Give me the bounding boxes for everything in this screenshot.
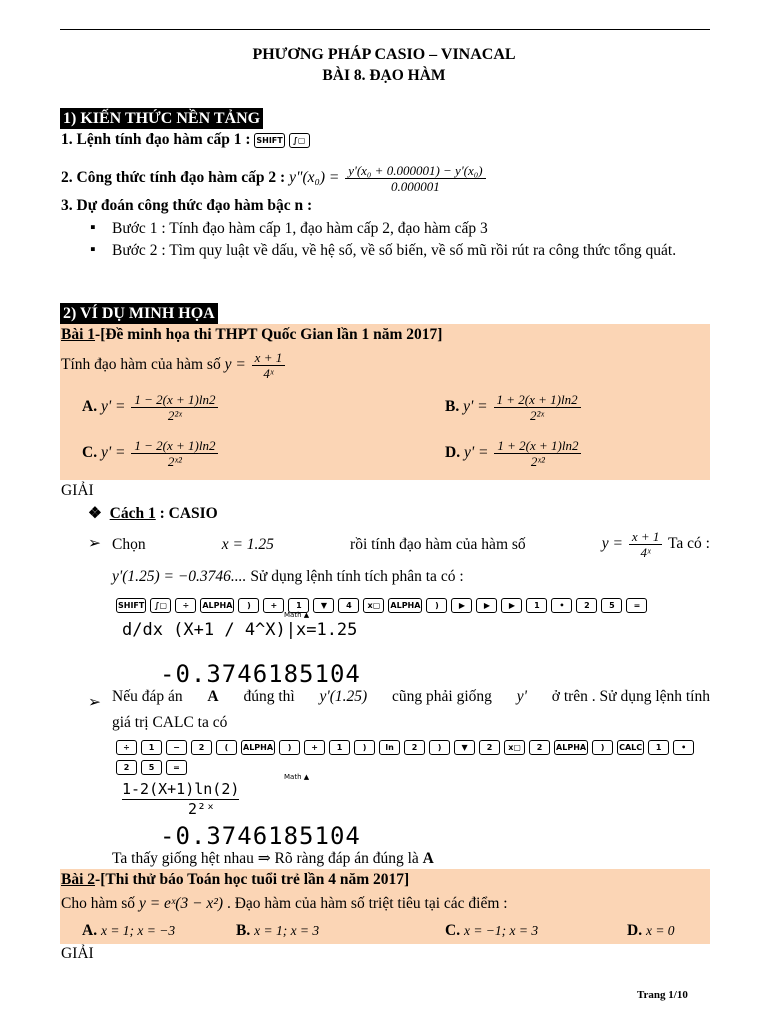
option-den: 2²ˣ [167, 408, 182, 423]
calculator-key-icon: ▶ [476, 598, 497, 613]
option-letter: B. [236, 922, 251, 939]
ex1-func-lhs: y = [224, 356, 246, 374]
calculator-key-icon: ) [354, 740, 375, 755]
calculator-key-icon: ln [379, 740, 400, 755]
calculator-key-icon: ÷ [175, 598, 196, 613]
calculator-key-icon: ÷ [116, 740, 137, 755]
screen1-expression: d/dx (X+1 / 4^X)|x=1.25 [122, 620, 358, 640]
ex2-question-a: Cho hàm số [61, 895, 136, 912]
item3-text: 3. Dự đoán công thức đạo hàm bậc n : [61, 197, 313, 214]
ex1-question-text: Tính đạo hàm của hàm số [61, 356, 221, 374]
item1-line [61, 131, 314, 149]
calculator-key-icon: 2 [576, 598, 597, 613]
calculator-key-icon: 2 [191, 740, 212, 755]
item2-numerator: y'(x₀ + 0.000001) − y'(x₀) [345, 163, 485, 179]
ex1-option-b [445, 392, 583, 423]
calculator-key-icon: = [166, 760, 187, 775]
giai-label-1: GIẢI [61, 482, 94, 499]
ex1-header [61, 326, 442, 344]
option-lhs: y' = [463, 398, 488, 416]
screen2-denominator: 2²ˣ [188, 800, 216, 818]
arrow-bullet-icon: ➢ [88, 694, 101, 711]
ex1-func-num: x + 1 [252, 350, 286, 366]
calculator-key-icon: 1 [141, 740, 162, 755]
calculator-key-icon: ▼ [454, 740, 475, 755]
ex1-source: -[Đề minh họa thi THPT Quốc Gian lần 1 năm 2017] [95, 326, 443, 343]
ex2-option-d [627, 922, 675, 940]
ex2-option-c [445, 922, 538, 940]
screen2-result: -0.3746185104 [160, 822, 361, 850]
item2-lhs: y"(x₀) = [289, 169, 340, 187]
calculator-key-icon: 1 [329, 740, 350, 755]
option-letter: D. [627, 922, 643, 939]
option-num: 1 − 2(x + 1)ln2 [131, 392, 218, 408]
keys-sequence-2 [116, 738, 698, 756]
calculator-key-icon: 2 [404, 740, 425, 755]
step2-f: y' [516, 688, 527, 705]
calculator-key-icon: x▢ [363, 598, 384, 613]
step2-line2: giá trị CALC ta có [112, 714, 228, 731]
ex1-func-den: 4ˣ [263, 366, 274, 381]
ex2-question [61, 895, 508, 913]
option-den: 2²ˣ [530, 408, 545, 423]
calculator-key-icon: 1 [526, 598, 547, 613]
calculator-key-icon: + [304, 740, 325, 755]
ex1-label: Bài 1 [61, 326, 96, 343]
item2-denominator: 0.000001 [391, 179, 440, 194]
calculator-key-icon: ) [279, 740, 300, 755]
method-rest: : CASIO [155, 505, 218, 522]
method-label: Cách 1 [109, 505, 156, 522]
option-fraction [494, 438, 581, 469]
conclusion-text: Ta thấy giống hệt nhau ⇒ Rõ ràng đáp án đúng là [112, 850, 419, 867]
option-letter: A. [82, 922, 98, 939]
bullet2-text: Bước 2 : Tìm quy luật về dấu, về hệ số, về số biến, về số mũ rồi rút ra công thức tổng quát. [112, 242, 677, 259]
calculator-key-icon: SHIFT [116, 598, 146, 613]
step1-value: y'(1.25) = −0.3746.... [112, 568, 247, 585]
screen1-result: -0.3746185104 [160, 660, 361, 688]
calculator-key-icon: ALPHA [241, 740, 275, 755]
calculator-key-icon: ▼ [313, 598, 334, 613]
calculator-key-icon: 2 [116, 760, 137, 775]
ex1-question [61, 350, 287, 381]
bullet-square-icon: ▪ [90, 219, 96, 236]
ex1-func-fraction [252, 350, 286, 381]
conclusion-line [112, 849, 434, 868]
ex2-source: -[Thi thử báo Toán học tuổi trẻ lần 4 năm 2017] [95, 871, 410, 888]
step1-line [112, 529, 710, 560]
calculator-key-icon: • [673, 740, 694, 755]
item2-fraction [345, 163, 485, 194]
doc-subtitle: BÀI 8. ĐẠO HÀM [322, 67, 446, 84]
keys-sequence-3 [116, 758, 191, 776]
arrow-bullet-icon: ➢ [88, 535, 101, 552]
option-letter: B. [445, 398, 460, 416]
calculator-key-icon: ▶ [451, 598, 472, 613]
item2-text: 2. Công thức tính đạo hàm cấp 2 : [61, 169, 286, 187]
step2-b: A [207, 688, 219, 705]
ex1-option-c [82, 438, 220, 469]
ex2-option-b [236, 922, 319, 940]
section2-heading: 2) VÍ DỤ MINH HỌA [60, 303, 218, 324]
top-rule [60, 29, 710, 30]
calculator-key-icon: = [626, 598, 647, 613]
option-lhs: y' = [100, 444, 126, 462]
calculator-key-icon: 1 [288, 598, 309, 613]
calculator-key-icon: ) [426, 598, 447, 613]
calculator-key-icon: ∫▢ [150, 598, 171, 613]
ex2-label: Bài 2 [61, 871, 96, 888]
ex2-option-a [82, 922, 175, 940]
option-letter: C. [82, 444, 98, 462]
step2-e: cũng phải giống [392, 688, 492, 705]
screen-mode-label: Math ▲ [284, 611, 310, 619]
option-num: 1 + 2(x + 1)ln2 [494, 438, 581, 454]
step1-func-num: x + 1 [629, 529, 663, 545]
option-lhs: y' = [463, 444, 489, 462]
calculator-key-icon: x▢ [504, 740, 525, 755]
calculator-key-icon: 1 [648, 740, 669, 755]
conclusion-answer: A [422, 850, 434, 867]
calculator-key-icon: ALPHA [200, 598, 234, 613]
step1-a: Chọn [112, 535, 146, 553]
bullet1-text: Bước 1 : Tính đạo hàm cấp 1, đạo hàm cấp 2, đạo hàm cấp 3 [112, 220, 488, 237]
screen2-numerator: 1-2(X+1)ln(2) [122, 780, 240, 798]
calculator-key-icon: ) [238, 598, 259, 613]
option-text: x = 0 [645, 923, 675, 938]
screen-mode-label-2: Math ▲ [284, 773, 310, 781]
item1-text: 1. Lệnh tính đạo hàm cấp 1 : [61, 131, 251, 148]
step1-c: Ta có : [668, 535, 710, 553]
option-fraction [131, 438, 218, 469]
ex2-func: y = eˣ(3 − x²) [138, 895, 224, 912]
calculator-key-icon: 5 [141, 760, 162, 775]
calculator-key-icon: 5 [601, 598, 622, 613]
step1-x: x = 1.25 [221, 535, 274, 553]
calculator-key-icon: ( [216, 740, 237, 755]
option-num: 1 + 2(x + 1)ln2 [494, 392, 581, 408]
option-lhs: y' = [100, 398, 126, 416]
calculator-key-icon: + [263, 598, 284, 613]
method-line [88, 504, 218, 523]
calculator-key-icon: 2 [529, 740, 550, 755]
doc-title: PHƯƠNG PHÁP CASIO – VINACAL [252, 46, 516, 63]
calculator-key-icon: − [166, 740, 187, 755]
keys-sequence-1 [116, 596, 651, 614]
step1-line2 [112, 568, 464, 586]
option-num: 1 − 2(x + 1)ln2 [131, 438, 218, 454]
calculator-key-icon: ALPHA [554, 740, 588, 755]
calculator-key-icon: ALPHA [388, 598, 422, 613]
calculator-key-icon: 2 [479, 740, 500, 755]
option-text: x = −1; x = 3 [463, 923, 539, 938]
section1-heading: 1) KIẾN THỨC NỀN TẢNG [60, 108, 263, 129]
calculator-key-icon: ▶ [501, 598, 522, 613]
shift-key-icon: SHIFT [254, 133, 284, 148]
step2-g: ở trên . Sử dụng lệnh tính [551, 688, 710, 705]
item2-line [61, 163, 488, 194]
giai-label-2: GIẢI [61, 945, 94, 962]
calculator-key-icon: 4 [338, 598, 359, 613]
option-den: 2ˣ² [167, 454, 182, 469]
ex1-option-a [82, 392, 220, 423]
step1-d: Sử dụng lệnh tính tích phân ta có : [246, 568, 464, 585]
ex1-option-d [445, 438, 583, 469]
step2-line [112, 688, 710, 706]
step2-d: y'(1.25) [319, 688, 368, 705]
option-fraction [494, 392, 581, 423]
option-den: 2ˣ² [530, 454, 545, 469]
calculator-key-icon: • [551, 598, 572, 613]
option-letter: C. [445, 922, 461, 939]
calculator-key-icon: ) [592, 740, 613, 755]
option-fraction [131, 392, 218, 423]
bullet-square-icon: ▪ [90, 241, 96, 258]
step2-c: đúng thì [243, 688, 295, 705]
diamond-bullet-icon: ❖ [88, 505, 102, 522]
step1-b: rồi tính đạo hàm của hàm số [350, 535, 526, 553]
step2-a: Nếu đáp án [112, 688, 183, 705]
option-letter: A. [82, 398, 98, 416]
option-letter: D. [445, 444, 461, 462]
integral-key-icon: ∫▢ [289, 133, 310, 148]
calculator-key-icon: ) [429, 740, 450, 755]
page-number: Trang 1/10 [637, 989, 688, 1001]
option-text: x = 1; x = −3 [100, 923, 176, 938]
step1-func-fraction [629, 529, 663, 560]
option-text: x = 1; x = 3 [254, 923, 320, 938]
ex2-question-b: . Đạo hàm của hàm số triệt tiêu tại các điểm : [226, 895, 508, 912]
calculator-key-icon: CALC [617, 740, 644, 755]
step1-func-lhs: y = [601, 535, 623, 553]
ex2-header [61, 871, 409, 889]
step1-func-den: 4ˣ [640, 545, 651, 560]
